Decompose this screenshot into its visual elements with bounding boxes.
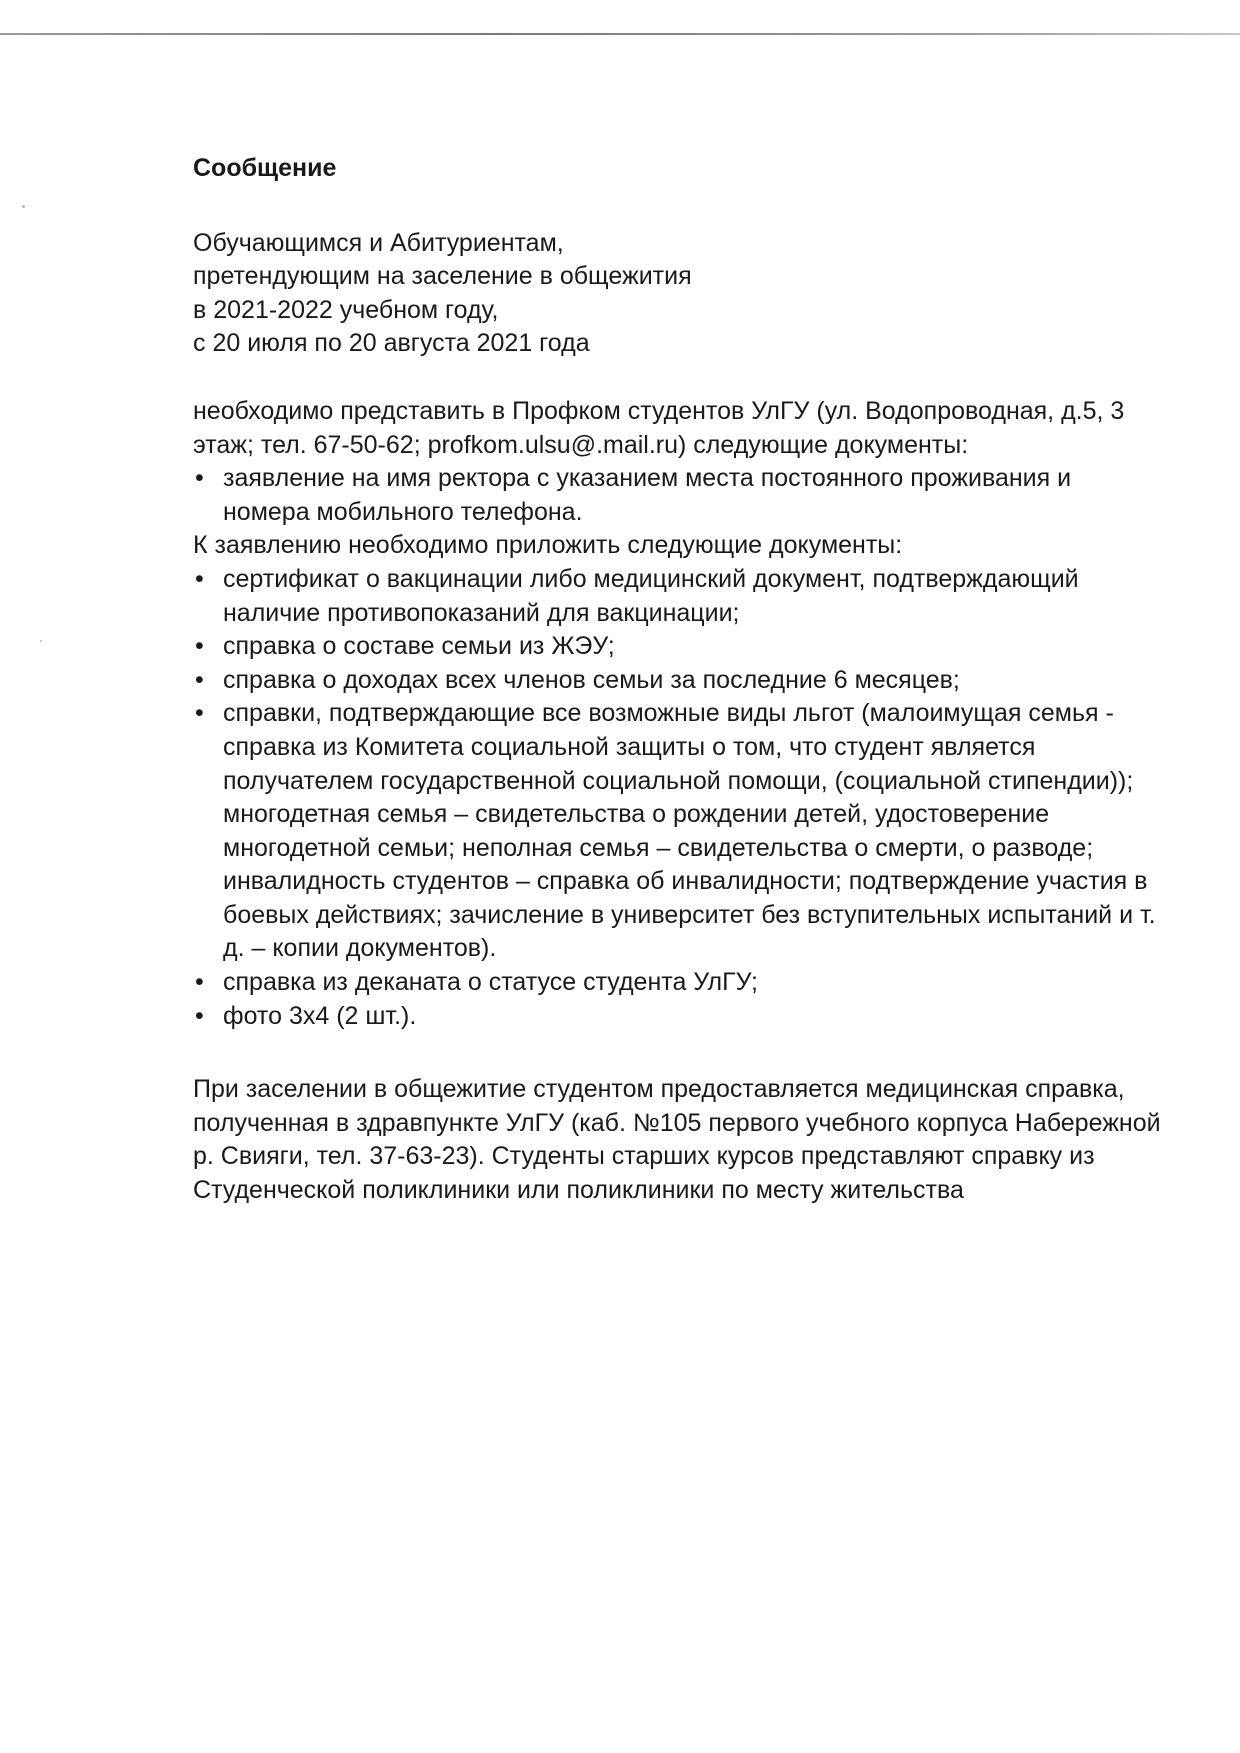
bullet-item: • справка о доходах всех членов семьи за последние 6 месяцев;	[193, 664, 1163, 698]
bullet-item: • сертификат о вакцинации либо медицинский документ, подтверждающий наличие противопоказаний для вакцинации;	[193, 563, 1163, 630]
attach-heading: К заявлению необходимо приложить следующие документы:	[193, 531, 903, 560]
addressee-line: претендующим на заселение в общежития	[193, 262, 692, 291]
scan-speck	[22, 205, 25, 208]
scan-edge-line	[0, 33, 1240, 35]
addressee-line: с 20 июля по 20 августа 2021 года	[193, 329, 590, 358]
bullet-item-application: • заявление на имя ректора с указанием места постоянного проживания и номера мобильного телефона.	[193, 462, 1163, 529]
footer-paragraph: При заселении в общежитие студентом предоставляется медицинская справка, полученная в здравпункте УлГУ (каб. №105 первого учебного корпуса Набережной р. Свияги, тел. 37-63-23). Студенты старших курсов представляют справку из Студенческой поликлиники или поликлиники по месту жительства	[193, 1075, 1161, 1205]
bullet-item: • справка из деканата о статусе студента УлГУ;	[193, 966, 1163, 1000]
bullet-item: • справка о составе семьи из ЖЭУ;	[193, 630, 1163, 664]
addressee-line: в 2021-2022 учебном году,	[193, 295, 499, 324]
scan-speck	[40, 640, 42, 642]
intro-paragraph: необходимо представить в Профком студентов УлГУ (ул. Водопроводная, д.5, 3 этаж; тел. 67-50-62; profkom.ulsu@.mail.ru) следующие документы:	[193, 396, 1125, 459]
document-title: Сообщение	[193, 154, 337, 182]
document-page	[193, 152, 1163, 1208]
requirements-block	[193, 395, 1163, 1033]
bullet-item: • справки, подтверждающие все возможные виды льгот (малоимущая семья - справка из Комитета социальной защиты о том, что студент является получателем государственной социальной помощи, (социальной стипендии)); многодетная семья – свидетельства о рождении детей, удостоверение многодетной семьи; неполная семья – свидетельства о смерти, о разводе; инвалидность студентов – справка об инвалидности; подтверждение участия в боевых действиях; зачисление в университет без вступительных испытаний и т. д. – копии документов).	[193, 697, 1163, 966]
bullet-item: • фото 3х4 (2 шт.).	[193, 1000, 1163, 1034]
addressee-block	[193, 227, 1163, 361]
addressee-line: Обучающимся и Абитуриентам,	[193, 228, 564, 257]
